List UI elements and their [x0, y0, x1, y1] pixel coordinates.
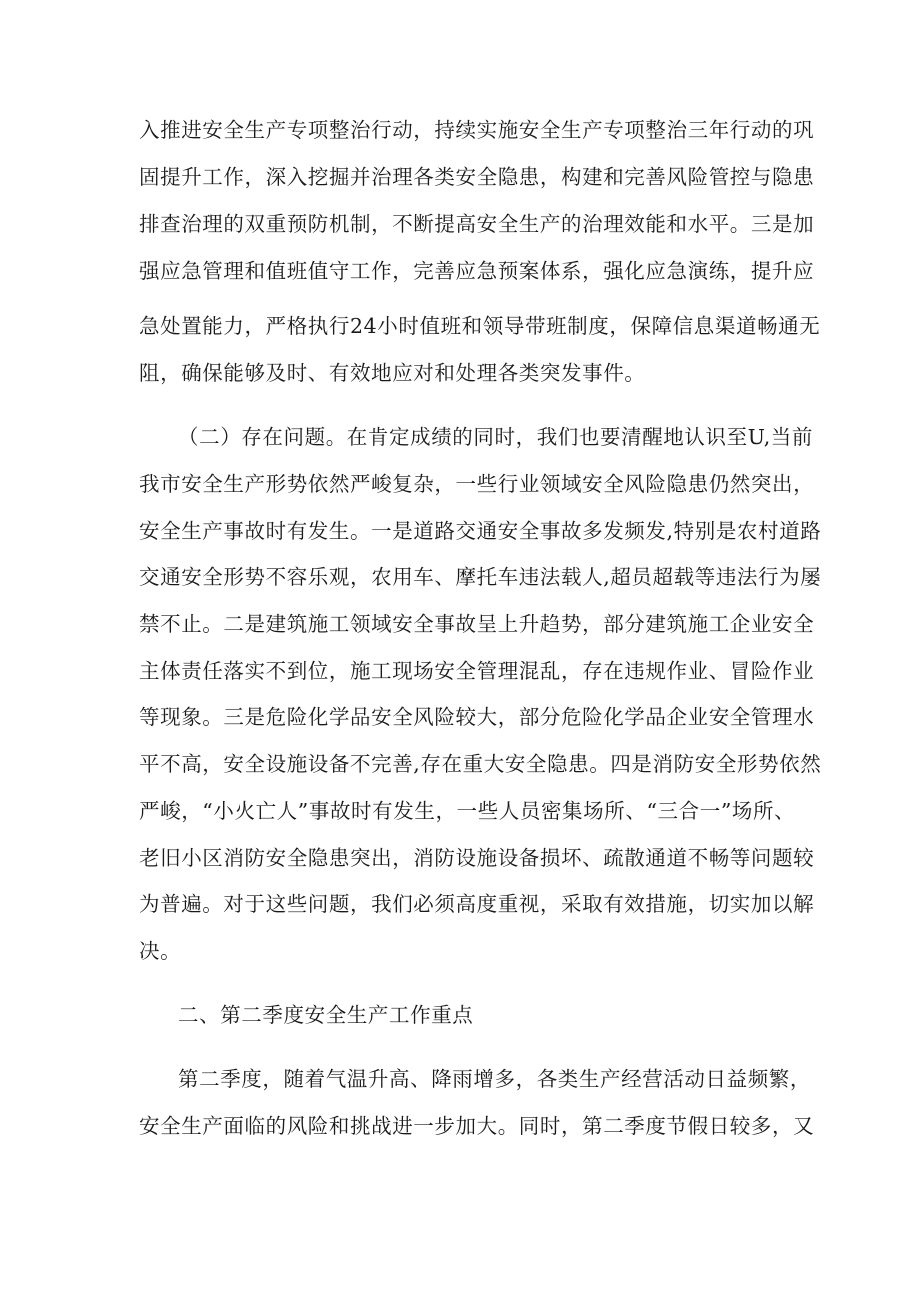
- paragraph-2-line-1: （二）存在问题。在肯定成绩的同时，我们也要清醒地认识至U,当前: [178, 425, 814, 449]
- paragraph-2-line-9: 严峻，“小火亡人”事故时有发生，一些人员密集场所、“三合一”场所、: [139, 799, 796, 823]
- paragraph-2-line-5: 禁不止。二是建筑施工领域安全事故呈上升趋势，部分建筑施工企业安全: [139, 612, 815, 636]
- paragraph-2-line-8: 平不高，安全设施设备不完善,存在重大安全隐患。四是消防安全形势依然: [139, 752, 822, 776]
- paragraph-1-line-3: 排查治理的双重预防机制，不断提高安全生产的治理效能和水平。三是加: [139, 212, 815, 236]
- paragraph-2-line-4: 交通安全形势不容乐观，农用车、摩托车违法载人,超员超载等违法行为屡: [139, 565, 822, 589]
- paragraph-2-line-2: 我市安全生产形势依然严峻复杂，一些行业领域安全风险隐患仍然突出，: [139, 472, 815, 496]
- paragraph-1-line-6: 阻，确保能够及时、有效地应对和处理各类突发事件。: [139, 361, 646, 385]
- paragraph-2-line-3: 安全生产事故时有发生。一是道路交通安全事故多发频发,特别是农村道路: [139, 519, 822, 543]
- paragraph-3-line-2: 安全生产面临的风险和挑战进一步加大。同时，第二季度节假日较多，又: [139, 1114, 815, 1138]
- paragraph-3-line-1: 第二季度，随着气温升高、降雨增多，各类生产经营活动日益频繁，: [178, 1067, 811, 1091]
- paragraph-1-line-5: 急处置能力，严格执行24小时值班和领导带班制度，保障信息渠道畅通无: [139, 314, 821, 338]
- paragraph-1-line-4: 强应急管理和值班值守工作，完善应急预案体系，强化应急演练，提升应: [139, 259, 815, 283]
- paragraph-2-line-11: 为普遍。对于这些问题，我们必须高度重视，采取有效措施，切实加以解: [139, 892, 815, 916]
- paragraph-2-line-10: 老旧小区消防安全隐患突出，消防设施设备损坏、疏散通道不畅等问题较: [139, 846, 815, 870]
- paragraph-2-line-6: 主体责任落实不到位，施工现场安全管理混乱，存在违规作业、冒险作业: [139, 659, 815, 683]
- section-heading: 二、第二季度安全生产工作重点: [178, 1003, 474, 1027]
- paragraph-2-line-12: 决。: [139, 939, 182, 963]
- paragraph-1-line-2: 固提升工作，深入挖掘并治理各类安全隐患，构建和完善风险管控与隐患: [139, 165, 815, 189]
- paragraph-1-line-1: 入推进安全生产专项整治行动，持续实施安全生产专项整治三年行动的巩: [139, 118, 815, 142]
- paragraph-2-line-7: 等现象。三是危险化学品安全风险较大，部分危险化学品企业安全管理水: [139, 705, 815, 729]
